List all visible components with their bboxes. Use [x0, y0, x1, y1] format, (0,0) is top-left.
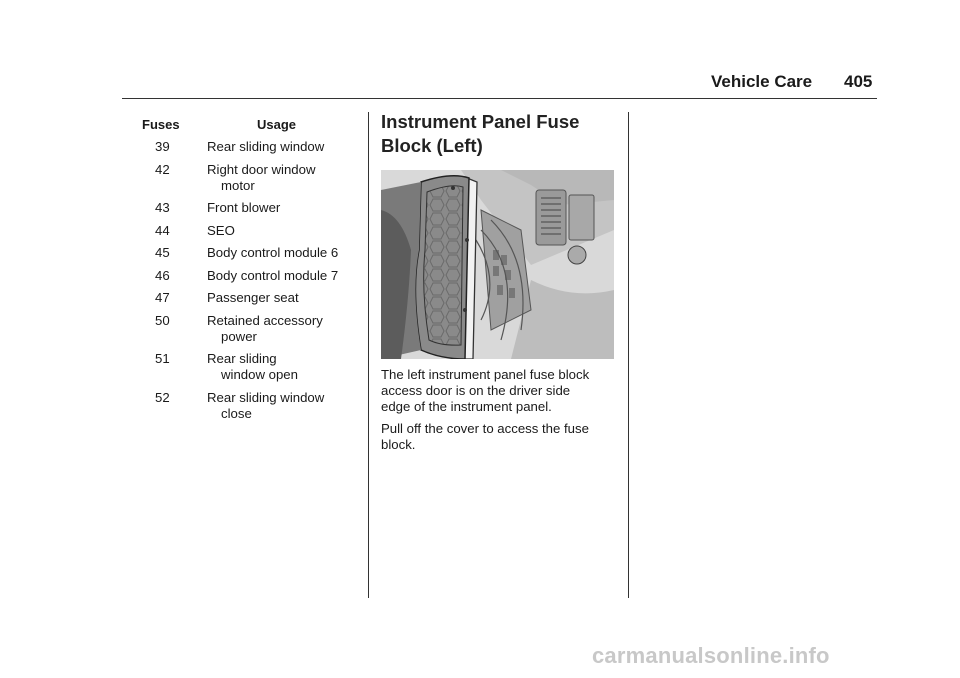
fuse-table [144, 139, 364, 428]
fuse-usage-line-1: Front blower [207, 200, 281, 215]
fuse-number: 39 [155, 139, 170, 154]
fuse-row [144, 162, 364, 194]
watermark: carmanualsonline.info [592, 643, 830, 668]
fuse-row [144, 313, 364, 345]
fuse-usage-line-1: Retained accessory [207, 312, 323, 328]
fuse-number: 52 [155, 389, 170, 405]
section-heading [381, 110, 621, 158]
fuse-row [144, 390, 364, 422]
fuse-usage-line-1: Rear sliding window [207, 389, 325, 405]
fuse-usage-line-1: Passenger seat [207, 290, 299, 305]
fuse-number: 42 [155, 161, 170, 177]
fuse-usage-line-1: Rear sliding [207, 351, 277, 366]
fuse-usage-line-2: motor [221, 177, 255, 193]
paragraph-line: Pull off the cover to access the fuse [381, 421, 589, 436]
fuse-row [144, 223, 364, 239]
fuse-usage-line-1: SEO [207, 222, 235, 238]
fuse-usage-line-2: window open [221, 367, 298, 382]
fuse-block-illustration [381, 170, 614, 359]
fuse-usage-line-1: Right door window [207, 161, 316, 177]
fuse-number: 44 [155, 222, 170, 238]
fuse-usage [207, 162, 364, 194]
fuse-usage-line-2: close [221, 405, 252, 421]
paragraph-line: edge of the instrument panel. [381, 399, 552, 414]
fuse-number: 43 [155, 200, 170, 215]
section-heading-line-1: Instrument Panel Fuse [381, 111, 580, 132]
fuse-usage-line-1: Body control module 6 [207, 245, 339, 260]
fuse-usage [207, 290, 364, 306]
fuse-usage [207, 390, 364, 422]
header-rule [122, 98, 877, 99]
fuse-number: 50 [155, 312, 170, 328]
fuse-row [144, 245, 364, 261]
fuse-row [144, 268, 364, 284]
fuse-row [144, 200, 364, 216]
paragraph-pull-cover [381, 421, 621, 453]
page-header-section: Vehicle Care [711, 72, 813, 91]
fuse-number: 47 [155, 290, 170, 305]
fuse-row [144, 351, 364, 383]
usage-column-header: Usage [257, 117, 297, 132]
fuse-usage [207, 313, 364, 345]
fuse-number: 51 [155, 351, 170, 366]
section-heading-line-2: Block (Left) [381, 135, 483, 156]
paragraph-line: The left instrument panel fuse block [381, 367, 590, 382]
fuse-usage [207, 245, 364, 261]
paragraph-access-door [381, 367, 621, 415]
page-number: 405 [844, 72, 873, 91]
paragraph-line: block. [381, 437, 416, 452]
fuse-usage [207, 268, 364, 284]
fuse-usage-line-2: power [221, 328, 257, 344]
fuse-usage [207, 200, 364, 216]
fuse-usage [207, 351, 364, 383]
fuse-row [144, 139, 364, 155]
fuse-usage [207, 139, 364, 155]
column-divider-right [628, 112, 629, 598]
fuse-number: 46 [155, 267, 170, 283]
fuse-row [144, 290, 364, 306]
fuse-usage-line-1: Rear sliding window [207, 139, 325, 154]
fuse-number: 45 [155, 245, 170, 260]
fuse-usage [207, 223, 364, 239]
fuse-usage-line-1: Body control module 7 [207, 267, 339, 283]
column-divider-left [368, 112, 369, 598]
fuses-column-header: Fuses [142, 117, 180, 132]
paragraph-line: access door is on the driver side [381, 383, 571, 398]
